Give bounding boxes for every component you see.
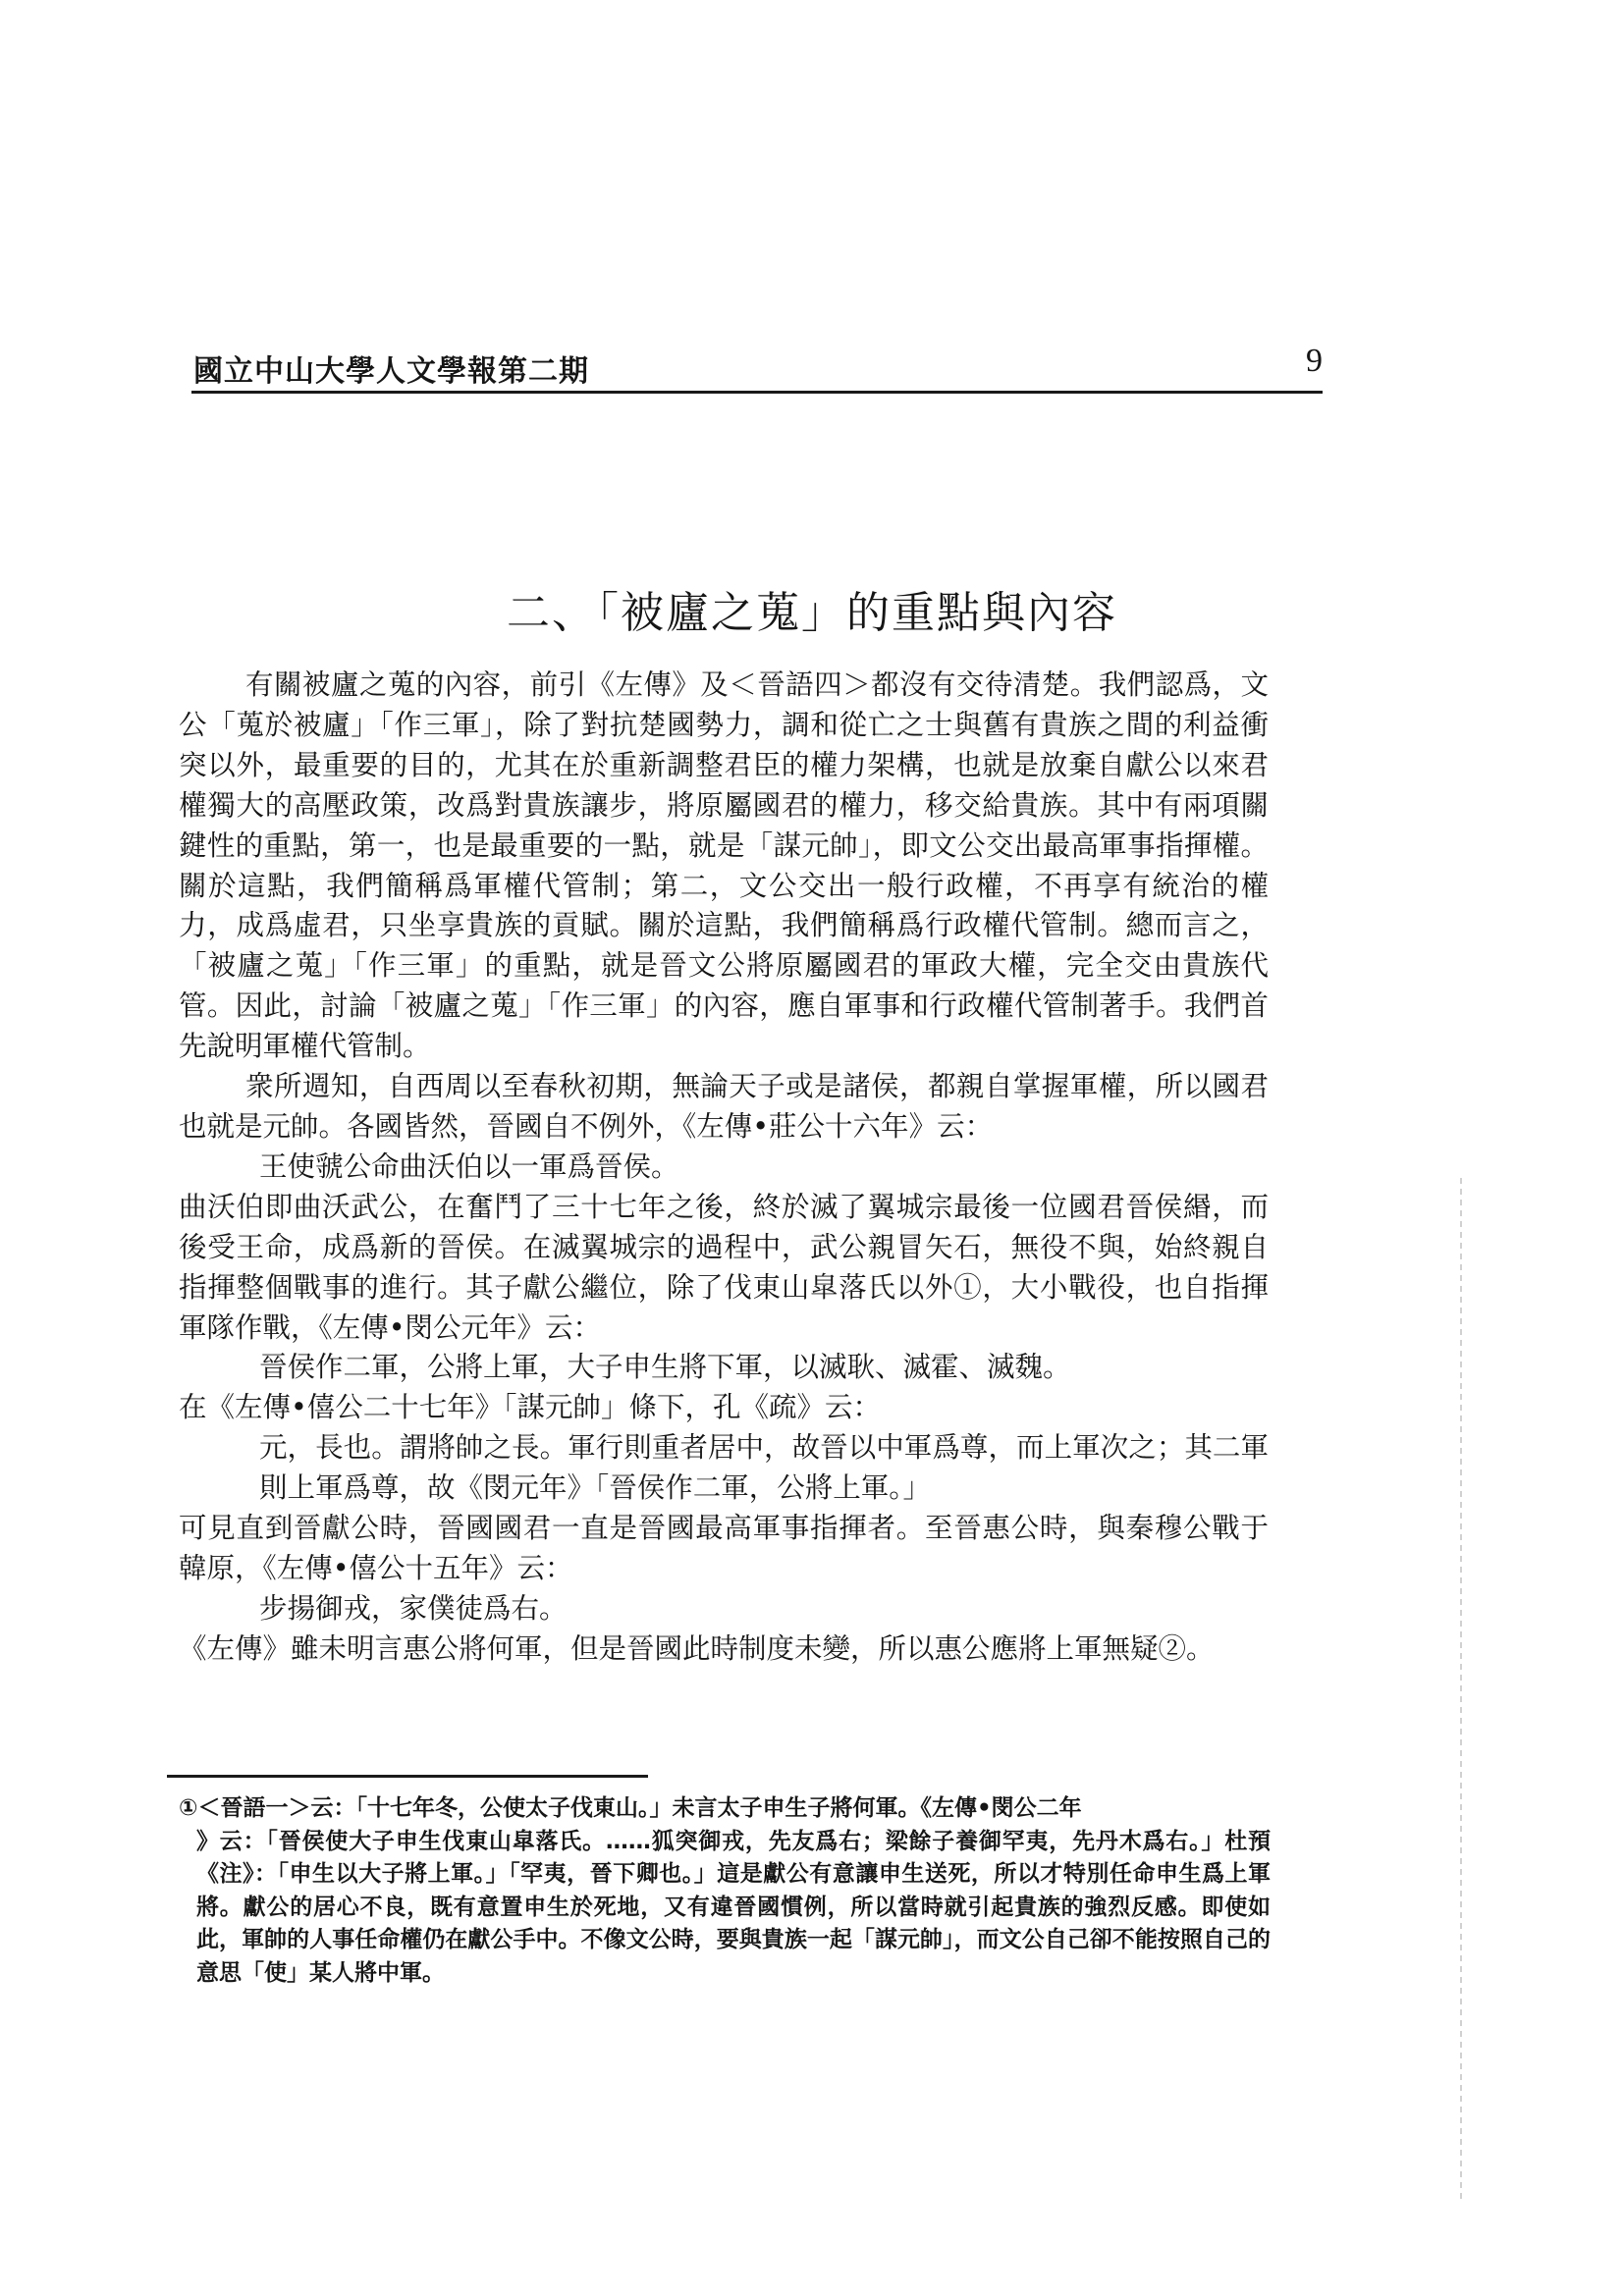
block-quote: 王使虢公命曲沃伯以一軍爲晉侯。 (259, 1149, 679, 1183)
body-text (179, 666, 1269, 1670)
paragraph: 在《左傳•僖公二十七年》「謀元帥」條下，孔《疏》云： (179, 1391, 882, 1424)
scan-artifact-line (1460, 1178, 1462, 2199)
paragraph: 《左傳》雖未明言惠公將何軍，但是晉國此時制度未變，所以惠公應將上軍無疑②。 (179, 1631, 1215, 1665)
block-quote: 步揚御戎，家僕徒爲右。 (259, 1591, 568, 1625)
page-number: 9 (1306, 343, 1323, 379)
paragraph: 曲沃伯即曲沃武公，在奮鬥了三十七年之後，終於滅了翼城宗最後一位國君晉侯緡，而後受王命，成爲新的晉侯。在滅翼城宗的過程中，武公親冒矢石，無役不與，始終親自指揮整個戰事的進行。其子獻公繼位，除了伐東山皐落氏以外①，大小戰役，也自指揮軍隊作戰，《左傳•閔公元年》云： (179, 1190, 1269, 1344)
paragraph: 有關被廬之蒐的內容，前引《左傳》及＜晉語四＞都沒有交待清楚。我們認爲，文公「蒐於被廬」「作三軍」，除了對抗楚國勢力，調和從亡之士與舊有貴族之間的利益衝突以外，最重要的目的，尤其在於重新調整君臣的權力架構，也就是放棄自獻公以來君權獨大的高壓政策，改爲對貴族讓步，將原屬國君的權力，移交給貴族。其中有兩項關鍵性的重點，第一，也是最重要的一點，就是「謀元帥」，即文公交出最高軍事指揮權。關於這點，我們簡稱爲軍權代管制；第二，文公交出一般行政權，不再享有統治的權力，成爲虛君，只坐享貴族的貢賦。關於這點，我們簡稱爲行政權代管制。總而言之，「被廬之蒐」「作三軍」的重點，就是晉文公將原屬國君的軍政大權，完全交由貴族代管。因此，討論「被廬之蒐」「作三軍」的內容，應自軍事和行政權代管制著手。我們首先說明軍權代管制。 (179, 668, 1269, 1063)
block-quote: 元，長也。謂將帥之長。軍行則重者居中，故晉以中軍爲尊，而上軍次之；其二軍則上軍爲尊，故《閔元年》「晉侯作二軍，公將上軍。」 (259, 1431, 1269, 1505)
footnote-rule (167, 1775, 648, 1778)
paragraph: 衆所週知，自西周以至春秋初期，無論天子或是諸侯，都親自掌握軍權，所以國君也就是元帥。各國皆然，晉國自不例外，《左傳•莊公十六年》云： (179, 1070, 1269, 1143)
block-quote: 晉侯作二軍，公將上軍，大子申生將下軍，以滅耿、滅霍、滅魏。 (259, 1351, 1071, 1384)
footnote-continuation: 》云：「晉侯使大子申生伐東山皐落氏。……狐突御戎，先友爲右；梁餘子養御罕夷，先丹木爲右。」杜預《注》：「申生以大子將上軍。」「罕夷，晉下卿也。」這是獻公有意讓申生送死，所以才特別任命申生爲上軍將。獻公的居心不良，既有意置申生於死地，又有違晉國慣例，所以當時就引起貴族的強烈反感。即使如此，軍帥的人事任命權仍在獻公手中。不像文公時，要與貴族一起「謀元帥」，而文公自己卻不能按照自己的意思「使」某人將中軍。 (196, 1828, 1271, 1986)
footnote-first-line: ①＜晉語一＞云：「十七年冬，公使太子伐東山。」未言太子申生子將何軍。《左傳•閔公二年 (179, 1795, 1082, 1821)
header-rule (191, 391, 1323, 394)
paragraph: 可見直到晉獻公時，晉國國君一直是晉國最高軍事指揮者。至晉惠公時，與秦穆公戰于韓原，《左傳•僖公十五年》云： (179, 1512, 1269, 1584)
footnote (179, 1792, 1271, 1991)
section-title: 二、「被廬之蒐」的重點與內容 (507, 588, 1117, 638)
running-header (193, 339, 1323, 394)
journal-name: 國立中山大學人文學報第二期 (193, 354, 589, 389)
